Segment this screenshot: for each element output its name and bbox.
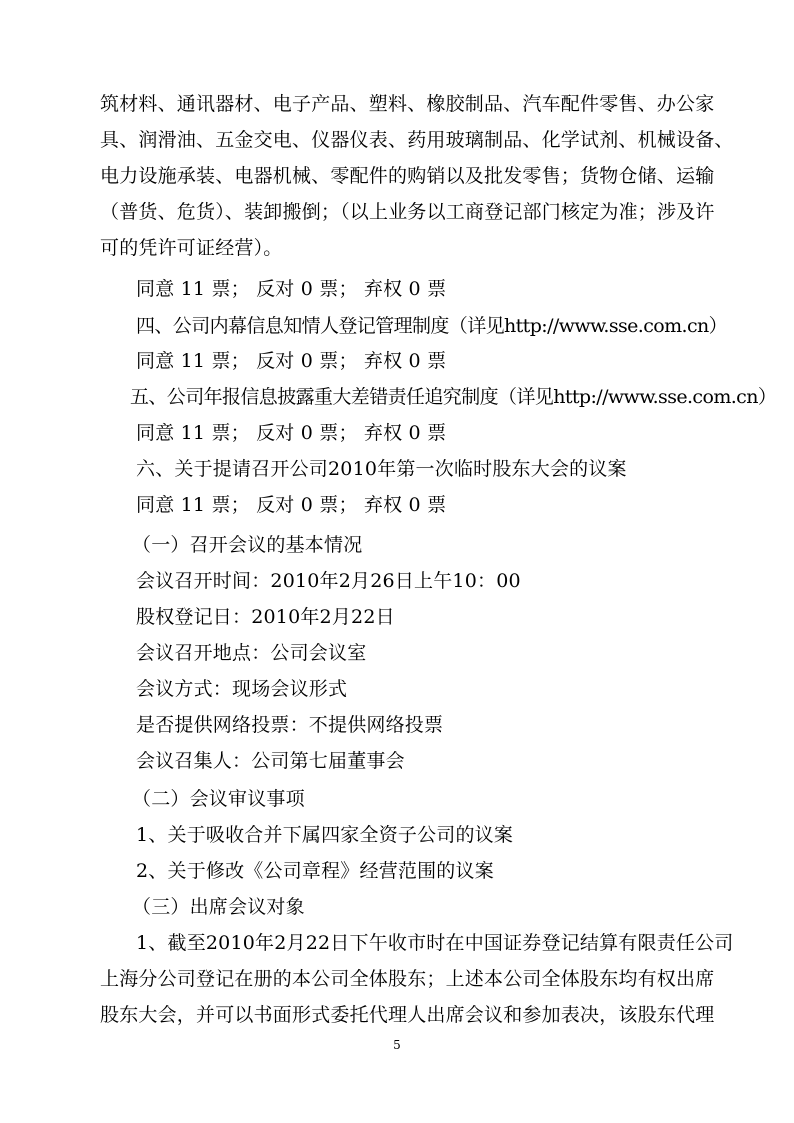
section-two-heading: （二）会议审议事项 [132, 788, 305, 810]
agenda-item-2: 2、关于修改《公司章程》经营范围的议案 [136, 860, 494, 882]
vote-result-2: 同意 11 票； 反对 0 票； 弃权 0 票 [136, 350, 447, 372]
online-voting: 是否提供网络投票：不提供网络投票 [136, 714, 444, 736]
item-four-title: 四、公司内幕信息知情人登记管理制度（详见http://www.sse.com.cn） [136, 315, 728, 337]
body-line-5: 可的凭许可证经营）。 [100, 237, 283, 259]
section-one-heading: （一）召开会议的基本情况 [132, 534, 363, 556]
attendance-line-1: 1、截至2010年2月22日下午收市时在中国证券登记结算有限责任公司 [136, 932, 734, 954]
attendance-line-3: 股东大会，并可以书面形式委托代理人出席会议和参加表决，该股东代理 [100, 1004, 715, 1026]
attendance-line-2: 上海分公司登记在册的本公司全体股东；上述本公司全体股东均有权出席 [100, 968, 715, 990]
vote-result-1: 同意 11 票； 反对 0 票； 弃权 0 票 [136, 278, 447, 300]
vote-result-4: 同意 11 票； 反对 0 票； 弃权 0 票 [136, 494, 447, 516]
body-line-1: 筑材料、通讯器材、电子产品、塑料、橡胶制品、汽车配件零售、办公家 [100, 93, 715, 115]
body-line-2: 具、润滑油、五金交电、仪器仪表、药用玻璃制品、化学试剂、机械设备、 [100, 129, 734, 151]
body-line-3: 电力设施承装、电器机械、零配件的购销以及批发零售；货物仓储、运输 [100, 165, 715, 187]
agenda-item-1: 1、关于吸收合并下属四家全资子公司的议案 [136, 824, 514, 846]
item-five-title: 五、公司年报信息披露重大差错责任追究制度（详见http://www.sse.com.cn） [130, 386, 777, 408]
section-three-heading: （三）出席会议对象 [132, 896, 305, 918]
record-date: 股权登记日：2010年2月22日 [136, 606, 395, 628]
meeting-format: 会议方式：现场会议形式 [136, 678, 348, 700]
vote-result-3: 同意 11 票； 反对 0 票； 弃权 0 票 [136, 422, 447, 444]
body-line-4: （普货、危货）、装卸搬倒；（以上业务以工商登记部门核定为准；涉及许 [100, 201, 715, 223]
meeting-location: 会议召开地点：公司会议室 [136, 642, 367, 664]
item-six-title: 六、关于提请召开公司2010年第一次临时股东大会的议案 [136, 458, 627, 480]
meeting-time: 会议召开时间：2010年2月26日上午10：00 [136, 570, 521, 592]
page-number: 5 [393, 1038, 401, 1052]
meeting-convener: 会议召集人：公司第七届董事会 [136, 750, 405, 772]
